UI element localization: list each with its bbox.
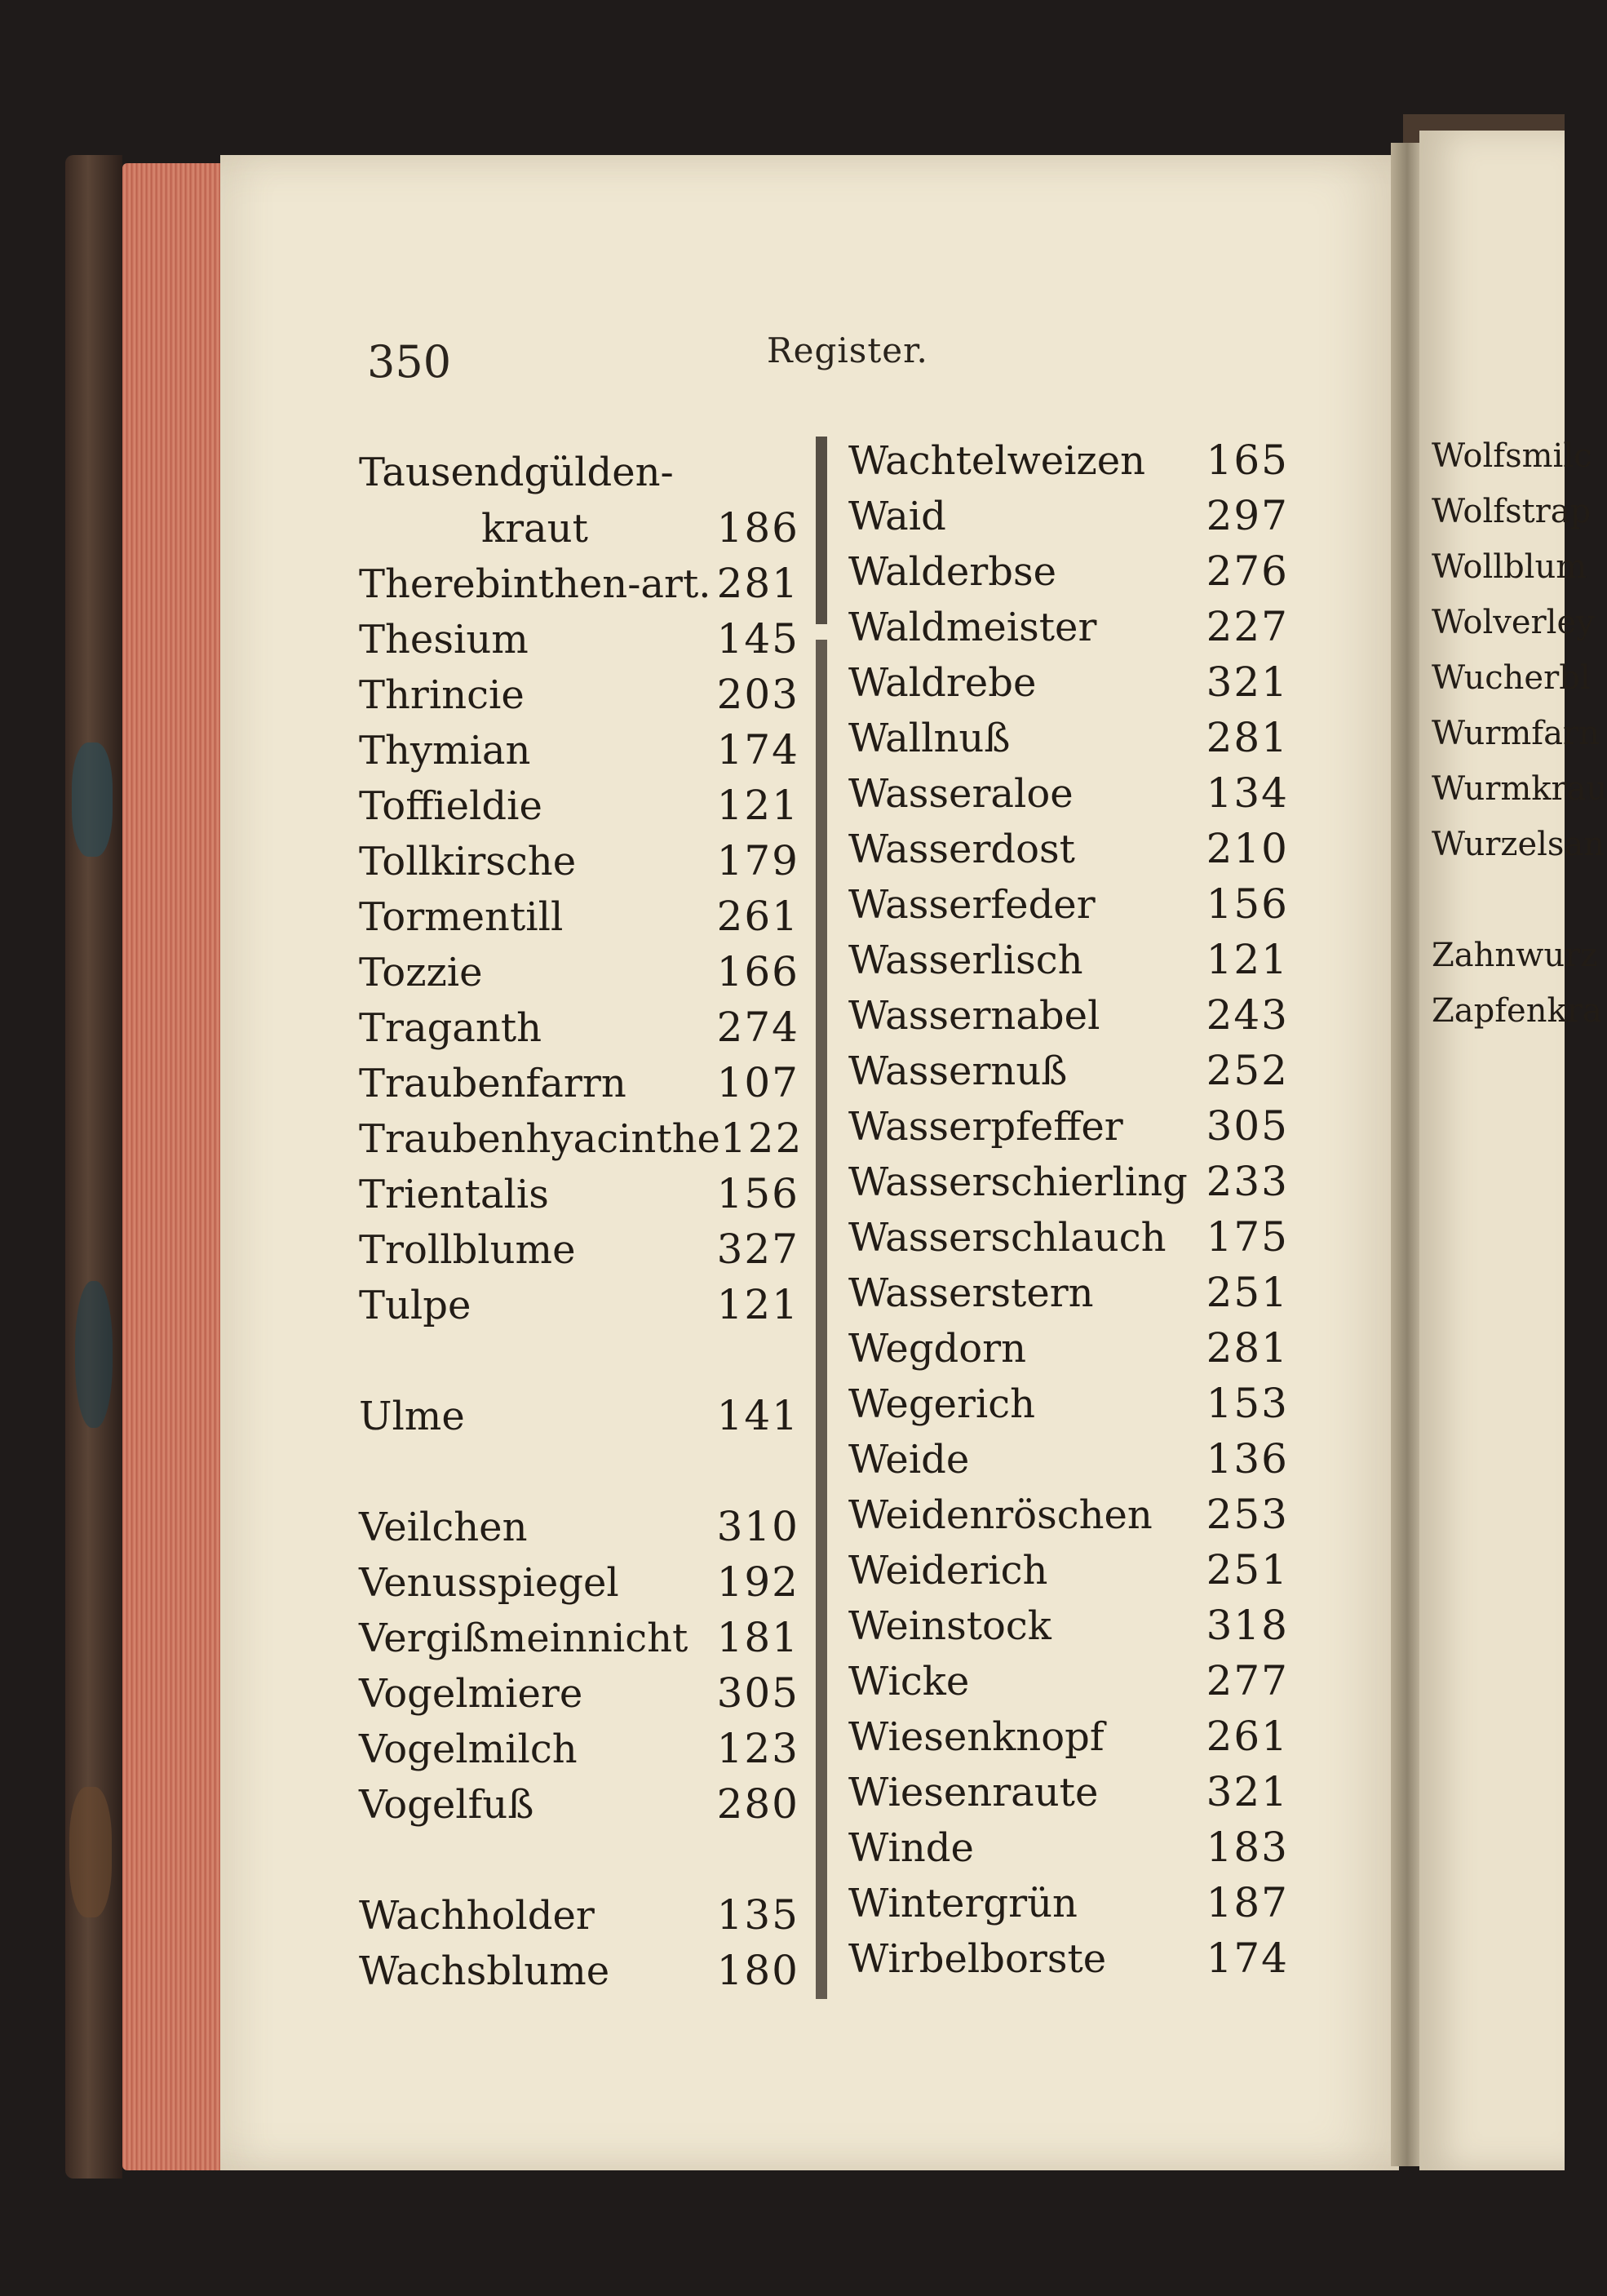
- entry-name: Traganth: [359, 1005, 542, 1051]
- index-entry: [848, 1820, 1289, 1875]
- entry-name: Wolfsmilc: [1432, 437, 1592, 475]
- marbled-paper-patch: [75, 1281, 113, 1428]
- entry-name: Vogelmilch: [359, 1726, 578, 1772]
- index-entry: [359, 1665, 799, 1721]
- index-entry: [848, 876, 1289, 932]
- index-entry: [848, 1209, 1289, 1265]
- entry-page-number: 261: [1206, 1713, 1289, 1760]
- index-entry: [848, 1154, 1289, 1209]
- index-entry: [359, 944, 799, 1000]
- entry-name: Wachholder: [359, 1893, 595, 1939]
- entry-page-number: 122: [719, 1115, 804, 1162]
- entry-name: Wegerich: [848, 1381, 1036, 1427]
- index-entry: [359, 778, 799, 833]
- index-entry: [848, 1598, 1289, 1653]
- index-entry: [848, 932, 1289, 987]
- entry-name: Wegdorn: [848, 1326, 1027, 1372]
- index-entry: [848, 1709, 1289, 1764]
- entry-name: Wolfstrap: [1432, 493, 1592, 530]
- index-entry: [359, 1221, 799, 1277]
- entry-name: Toffieldie: [359, 783, 542, 829]
- index-column-left: [359, 445, 804, 1998]
- entry-name: Venusspiegel: [359, 1560, 619, 1606]
- entry-page-number: 310: [716, 1503, 799, 1550]
- letter-group-gap: [359, 1332, 799, 1388]
- index-entry: [359, 1388, 799, 1443]
- index-entry: [848, 488, 1289, 543]
- entry-page-number: 281: [716, 560, 799, 607]
- index-column-middle: [848, 432, 1289, 1986]
- entry-page-number: 227: [1206, 603, 1289, 650]
- index-entry: [359, 1110, 804, 1166]
- entry-name: Vergißmeinnicht: [359, 1616, 688, 1661]
- index-entry: [848, 1376, 1289, 1431]
- entry-name: Zapfenkra: [1432, 992, 1602, 1030]
- entry-page-number: 121: [716, 782, 799, 829]
- entry-name: Tollkirsche: [359, 839, 577, 884]
- book-gutter: [1391, 143, 1423, 2166]
- entry-page-number: 121: [716, 1281, 799, 1328]
- entry-page-number: 183: [1206, 1824, 1289, 1871]
- index-entry: [359, 556, 799, 611]
- entry-name: Wasseraloe: [848, 771, 1074, 817]
- entry-page-number: 141: [716, 1392, 799, 1439]
- entry-page-number: 186: [716, 504, 799, 552]
- index-entry: [359, 1277, 799, 1332]
- entry-name: Wurmkrau: [1432, 770, 1607, 808]
- index-entry: [359, 1887, 799, 1943]
- index-entry: [848, 1431, 1289, 1487]
- entry-name: Walderbse: [848, 549, 1056, 595]
- index-entry: [848, 1043, 1289, 1098]
- entry-name: Winde: [848, 1825, 974, 1871]
- book-cover-left: [65, 155, 122, 2179]
- entry-name: Wassernuß: [848, 1048, 1068, 1094]
- entry-name: Wucherbl: [1432, 659, 1591, 697]
- entry-name: Wurzelsan: [1432, 826, 1605, 863]
- entry-name: Wasserschierling: [848, 1159, 1188, 1205]
- entry-name: Wasserschlauch: [848, 1215, 1167, 1261]
- entry-page-number: 203: [716, 671, 799, 718]
- entry-page-number: 327: [716, 1226, 799, 1273]
- entry-page-number: 174: [716, 726, 799, 773]
- index-entry: [359, 1499, 799, 1554]
- entry-name: Weiderich: [848, 1548, 1048, 1593]
- entry-page-number: 321: [1206, 658, 1289, 706]
- entry-page-number: 121: [1206, 936, 1289, 983]
- entry-name: Vogelmiere: [359, 1671, 583, 1717]
- entry-page-number: 251: [1206, 1269, 1289, 1316]
- index-entry: [848, 1265, 1289, 1320]
- entry-page-number: 318: [1206, 1602, 1289, 1649]
- entry-name: Trollblume: [359, 1227, 576, 1273]
- entry-page-number: 277: [1206, 1657, 1289, 1704]
- index-entry: [848, 1930, 1289, 1986]
- index-entry: [848, 821, 1289, 876]
- entry-page-number: 233: [1206, 1158, 1289, 1205]
- entry-page-number: 210: [1206, 825, 1289, 872]
- index-entry: [848, 1320, 1289, 1376]
- index-entry: [848, 654, 1289, 710]
- entry-page-number: 153: [1206, 1380, 1289, 1427]
- running-head: Register.: [767, 330, 928, 370]
- entry-page-number: 123: [716, 1725, 799, 1772]
- entry-page-number: 134: [1206, 769, 1289, 817]
- entry-name: Zahnwurz: [1432, 937, 1598, 974]
- index-entry: [1432, 928, 1598, 983]
- entry-name: Wiesenraute: [848, 1770, 1099, 1815]
- entry-name: Wachtelweizen: [848, 438, 1146, 484]
- index-entry: [1432, 983, 1602, 1039]
- entry-page-number: 156: [716, 1170, 799, 1217]
- entry-name: Tulpe: [359, 1283, 471, 1328]
- entry-page-number: 107: [716, 1059, 799, 1106]
- entry-page-number: 305: [1206, 1102, 1289, 1150]
- entry-page-number: 305: [716, 1669, 799, 1717]
- entry-page-number: 166: [716, 948, 799, 995]
- entry-name: Waid: [848, 494, 946, 539]
- entry-page-number: 180: [716, 1947, 799, 1994]
- entry-page-number: 251: [1206, 1546, 1289, 1593]
- entry-name: Tormentill: [359, 894, 564, 940]
- letter-group-gap: [359, 1443, 799, 1499]
- entry-name: Wasserfeder: [848, 882, 1096, 928]
- index-entry: [848, 432, 1289, 488]
- entry-name: Traubenfarrn: [359, 1061, 626, 1106]
- entry-name: Veilchen: [359, 1505, 528, 1550]
- entry-page-number: 181: [716, 1614, 799, 1661]
- index-entry: [848, 599, 1289, 654]
- index-entry: [1432, 484, 1592, 539]
- entry-name: Vogelfuß: [359, 1782, 534, 1828]
- entry-page-number: 145: [716, 615, 799, 663]
- index-entry: [359, 1943, 799, 1998]
- entry-name: Wiesenknopf: [848, 1714, 1105, 1760]
- entry-name: Wirbelborste: [848, 1936, 1107, 1982]
- index-entry: [359, 445, 799, 500]
- entry-name: Wasserpfeffer: [848, 1104, 1123, 1150]
- entry-page-number: 243: [1206, 991, 1289, 1039]
- entry-name: Weide: [848, 1437, 970, 1483]
- index-entry: [359, 667, 799, 722]
- entry-name: Ulme: [359, 1394, 465, 1439]
- entry-name: Therebinthen-art.: [359, 561, 711, 607]
- index-entry: [359, 1721, 799, 1776]
- entry-page-number: 136: [1206, 1435, 1289, 1483]
- entry-page-number: 281: [1206, 714, 1289, 761]
- entry-name: Wurmfarn: [1432, 715, 1600, 752]
- letter-group-gap: [1432, 872, 1565, 928]
- entry-page-number: 297: [1206, 492, 1289, 539]
- entry-name: Waldmeister: [848, 605, 1097, 650]
- page-edges-red: [122, 163, 220, 2170]
- entry-page-number: 281: [1206, 1324, 1289, 1372]
- letter-group-gap: [359, 1832, 799, 1887]
- index-entry: [1432, 428, 1592, 484]
- entry-name: Wasserdost: [848, 827, 1075, 872]
- index-entry: [1432, 817, 1605, 872]
- entry-page-number: 276: [1206, 547, 1289, 595]
- entry-name: Thesium: [359, 617, 529, 663]
- entry-name: Wasserlisch: [848, 937, 1083, 983]
- entry-name: Thrincie: [359, 672, 525, 718]
- index-entry: [848, 710, 1289, 765]
- entry-page-number: 261: [716, 893, 799, 940]
- entry-name: Wolverley: [1432, 604, 1595, 641]
- index-entry: [359, 833, 799, 889]
- entry-page-number: 192: [716, 1558, 799, 1606]
- index-entry: [848, 1764, 1289, 1820]
- index-entry: [359, 611, 799, 667]
- index-entry: [848, 1542, 1289, 1598]
- index-entry: [848, 1653, 1289, 1709]
- index-entry: [359, 1554, 799, 1610]
- column-divider: [816, 437, 827, 1999]
- entry-name: Thymian: [359, 728, 531, 773]
- entry-name: Wollblum: [1432, 548, 1587, 586]
- entry-page-number: 179: [716, 837, 799, 884]
- index-entry: [359, 889, 799, 944]
- index-entry: [359, 1055, 799, 1110]
- entry-page-number: 175: [1206, 1213, 1289, 1261]
- entry-name: Wintergrün: [848, 1881, 1078, 1926]
- entry-name: Wallnuß: [848, 716, 1011, 761]
- entry-page-number: 253: [1206, 1491, 1289, 1538]
- index-entry: [1432, 706, 1600, 761]
- index-entry: [848, 765, 1289, 821]
- entry-name: Weidenröschen: [848, 1492, 1153, 1538]
- marbled-paper-patch: [72, 742, 113, 857]
- entry-name: Weinstock: [848, 1603, 1051, 1649]
- entry-page-number: 274: [716, 1004, 799, 1051]
- entry-page-number: 280: [716, 1780, 799, 1828]
- marbled-paper-patch: [69, 1787, 112, 1917]
- index-entry: [359, 1166, 799, 1221]
- index-entry: [848, 987, 1289, 1043]
- entry-name: Wicke: [848, 1659, 970, 1704]
- index-entry: [359, 500, 799, 556]
- entry-page-number: 165: [1206, 437, 1289, 484]
- index-entry: [359, 1776, 799, 1832]
- entry-page-number: 252: [1206, 1047, 1289, 1094]
- index-entry: [1432, 595, 1595, 650]
- index-column-right-partial: [1432, 428, 1607, 1039]
- entry-name: Tausendgülden-: [359, 450, 674, 495]
- entry-name: Wasserstern: [848, 1270, 1094, 1316]
- index-entry: [848, 1098, 1289, 1154]
- entry-page-number: 135: [716, 1891, 799, 1939]
- entry-name: Trientalis: [359, 1172, 549, 1217]
- entry-name: Traubenhyacinthe: [359, 1116, 720, 1162]
- entry-name: Waldrebe: [848, 660, 1037, 706]
- entry-name: Tozzie: [359, 950, 483, 995]
- index-entry: [359, 1000, 799, 1055]
- entry-page-number: 187: [1206, 1879, 1289, 1926]
- entry-name: Wassernabel: [848, 993, 1100, 1039]
- index-entry: [848, 1487, 1289, 1542]
- index-entry: [1432, 761, 1607, 817]
- page-number: 350: [367, 336, 452, 388]
- entry-name: kraut: [481, 506, 588, 552]
- entry-page-number: 156: [1206, 880, 1289, 928]
- index-entry: [848, 543, 1289, 599]
- index-entry: [359, 722, 799, 778]
- entry-page-number: 174: [1206, 1935, 1289, 1982]
- index-entry: [1432, 650, 1591, 706]
- entry-name: Wachsblume: [359, 1948, 610, 1994]
- index-entry: [359, 1610, 799, 1665]
- index-entry: [848, 1875, 1289, 1930]
- entry-page-number: 321: [1206, 1768, 1289, 1815]
- index-entry: [1432, 539, 1587, 595]
